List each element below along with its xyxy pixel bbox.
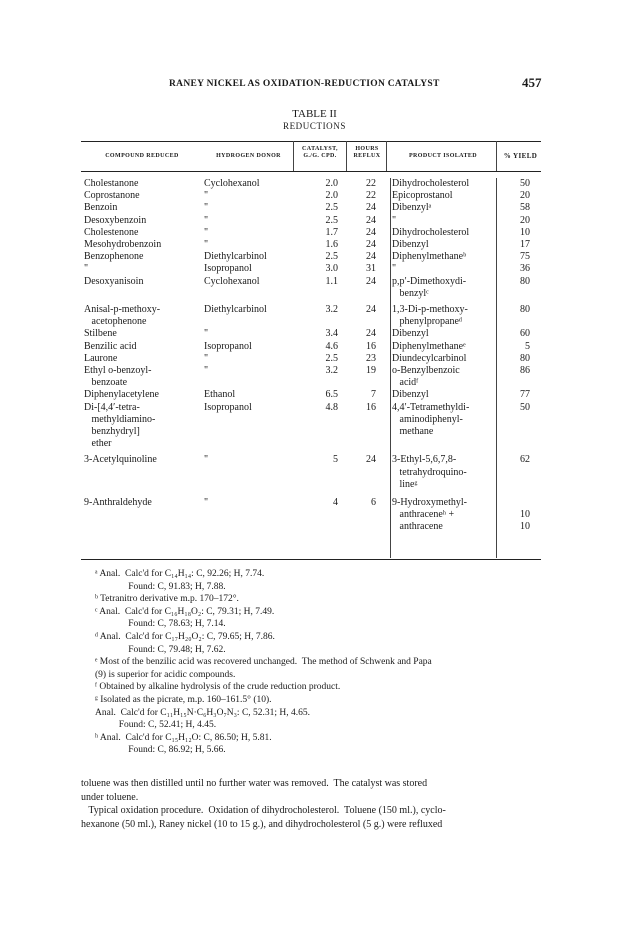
header-donor: HYDROGEN DONOR (216, 153, 281, 159)
table-cell-compound: Desoxybenzoin (84, 214, 147, 226)
column-divider (496, 178, 497, 558)
table-cell-compound: 3-Acetylquinoline (84, 454, 157, 466)
table-cell-compound: Ethyl o-benzoyl- (84, 365, 152, 376)
table-cell-hours: 7 (371, 389, 376, 401)
table-cell-yield: 58 (520, 202, 530, 214)
table-cell-compound: " (84, 263, 89, 275)
table-cell-yield: 10 (520, 509, 530, 521)
table-cell-product: Diphenylmethaneᵉ (392, 340, 466, 352)
table-cell-product: phenylpropaneᵈ (392, 316, 463, 328)
table-cell-catalyst: 2.5 (325, 202, 338, 214)
table-cell-catalyst: 4.8 (325, 401, 338, 413)
table-cell-catalyst: 2.5 (325, 214, 338, 226)
table-cell-product: 1,3-Di-p-methoxy- (392, 304, 468, 315)
table-cell-catalyst: 2.5 (325, 251, 338, 263)
table-cell-catalyst: 5 (333, 454, 338, 466)
footnote-line: (9) is superior for acidic compounds. (95, 669, 236, 680)
table-cell-compound: acetophenone (84, 316, 147, 328)
footnote-line: ᵍ Isolated as the picrate, m.p. 160–161.5° (10). (95, 695, 272, 705)
table-cell-yield: 80 (520, 352, 530, 364)
table-cell-hours: 24 (366, 275, 376, 287)
table-cell-hours: 24 (366, 251, 376, 263)
header-catalyst: CATALYST, G./G. CPD. (302, 146, 338, 159)
footnote-line: ᵃ Anal. Calc'd for C₁₄H₁₄: C, 92.26; H, 7.74. (95, 569, 265, 579)
column-divider (346, 141, 347, 171)
table-bottom-rule (81, 559, 541, 560)
table-cell-donor: Isopropanol (204, 263, 252, 275)
table-cell-yield: 17 (520, 239, 530, 250)
table-cell-product: 3-Ethyl-5,6,7,8- (392, 454, 457, 466)
footnote-line: ᶠ Obtained by alkaline hydrolysis of the crude reduction product. (95, 682, 341, 693)
table-cell-hours: 24 (366, 454, 376, 466)
footnote-line: Found: C, 79.48; H, 7.62. (95, 644, 226, 655)
table-cell-donor: " (204, 239, 209, 250)
table-cell-product: Dibenzyl (392, 389, 429, 401)
table-cell-product: 9-Hydroxymethyl- (392, 497, 467, 508)
table-cell-compound: Mesohydrobenzoin (84, 239, 162, 250)
table-cell-yield: 10 (520, 521, 530, 533)
table-cell-donor: " (204, 328, 209, 340)
table-cell-product: Epicoprostanol (392, 190, 453, 202)
table-cell-donor: Diethylcarbinol (204, 251, 267, 263)
table-cell-catalyst: 6.5 (325, 389, 338, 401)
table-cell-hours: 24 (366, 239, 376, 250)
header-hours: HOURS REFLUX (353, 146, 381, 159)
table-cell-hours: 31 (366, 263, 376, 275)
footnote-line: ᵉ Most of the benzilic acid was recovered unchanged. The method of Schwenk and Papa (95, 657, 432, 668)
footnote-line: Found: C, 78.63; H, 7.14. (95, 619, 226, 630)
column-divider (390, 178, 391, 558)
table-cell-yield: 80 (520, 304, 530, 315)
table-cell-catalyst: 4.6 (325, 340, 338, 352)
body-text-line: toluene was then distilled until no further water was removed. The catalyst was stored (81, 778, 428, 789)
table-title: TABLE II (292, 108, 337, 120)
table-cell-donor: Ethanol (204, 389, 236, 401)
table-cell-product: o-Benzylbenzoic (392, 365, 460, 376)
table-cell-compound: Diphenylacetylene (84, 389, 159, 401)
footnote-line: ᵇ Tetranitro derivative m.p. 170–172°. (95, 594, 239, 605)
table-cell-yield: 10 (520, 226, 530, 238)
header-product: PRODUCT ISOLATED (408, 153, 478, 159)
table-cell-donor: Cyclohexanol (204, 178, 260, 189)
footnote-line: Found: C, 91.83; H, 7.88. (95, 581, 226, 592)
table-cell-donor: " (204, 190, 209, 202)
table-cell-donor: " (204, 365, 209, 376)
table-cell-product: Dihydrocholesterol (392, 178, 470, 189)
table-cell-catalyst: 3.0 (325, 263, 338, 275)
table-cell-hours: 19 (366, 365, 376, 376)
column-divider (496, 141, 497, 171)
table-cell-product: anthraceneʰ + (392, 509, 455, 521)
table-cell-catalyst: 3.4 (325, 328, 338, 340)
table-cell-catalyst: 3.2 (325, 365, 338, 376)
table-cell-donor: " (204, 202, 209, 214)
table-cell-product: 4,4′-Tetramethyldi- (392, 401, 470, 413)
table-cell-compound: Anisal-p-methoxy- (84, 304, 161, 315)
table-cell-product: methane (392, 426, 434, 437)
table-cell-product: " (392, 214, 397, 226)
table-cell-hours: 24 (366, 328, 376, 340)
table-cell-product: Diphenylmethaneᵇ (392, 251, 467, 263)
table-cell-compound: Di-[4,4′-tetra- (84, 401, 140, 413)
table-cell-yield: 36 (520, 263, 530, 275)
table-cell-catalyst: 2.5 (325, 352, 338, 364)
table-cell-yield: 86 (520, 365, 530, 376)
table-cell-catalyst: 2.0 (325, 190, 338, 202)
table-cell-yield: 50 (520, 401, 530, 413)
table-cell-donor: " (204, 352, 209, 364)
table-cell-product: Diundecylcarbinol (392, 352, 467, 364)
table-cell-compound: ether (84, 438, 112, 450)
table-cell-hours: 16 (366, 401, 376, 413)
column-divider (386, 141, 387, 171)
footnote-line: ʰ Anal. Calc'd for C₁₅H₁₂O: C, 86.50; H, 5.81. (95, 732, 272, 743)
header-yield: % YIELD (503, 152, 538, 160)
table-cell-catalyst: 1.6 (325, 239, 338, 250)
footnote-line: ᵈ Anal. Calc'd for C₁₇H₂₀O₂: C, 79.65; H, 7.86. (95, 632, 275, 642)
table-cell-compound: Benzophenone (84, 251, 144, 263)
table-cell-yield: 80 (520, 275, 530, 287)
table-cell-donor: " (204, 454, 209, 466)
table-cell-hours: 24 (366, 214, 376, 226)
table-cell-donor: " (204, 214, 209, 226)
table-top-rule (81, 141, 541, 142)
table-cell-hours: 22 (366, 190, 376, 202)
footnote-line: ᶜ Anal. Calc'd for C₁₆H₁₈O₂: C, 79.31; H, 7.49. (95, 606, 275, 617)
table-cell-product: Dihydrocholesterol (392, 226, 470, 238)
table-cell-donor: Isopropanol (204, 340, 252, 352)
table-cell-compound: Cholestenone (84, 226, 139, 238)
table-cell-product: benzylᶜ (392, 287, 429, 299)
table-cell-product: tetrahydroquino- (392, 466, 467, 478)
table-cell-yield: 75 (520, 251, 530, 263)
table-cell-compound: Benzoin (84, 202, 118, 214)
body-text-line: under toluene. (81, 791, 139, 803)
footnote-line: Found: C, 52.41; H, 4.45. (95, 720, 217, 731)
table-cell-product: Dibenzyl (392, 328, 429, 340)
table-cell-yield: 20 (520, 214, 530, 226)
table-cell-hours: 24 (366, 304, 376, 315)
table-header-rule (81, 171, 541, 172)
table-cell-product: Dibenzylᵃ (392, 202, 432, 214)
table-cell-donor: Isopropanol (204, 401, 252, 413)
page-number: 457 (522, 75, 542, 90)
table-cell-compound: Cholestanone (84, 178, 139, 189)
table-cell-hours: 6 (371, 497, 376, 508)
table-cell-product: acidᶠ (392, 377, 419, 389)
table-cell-donor: " (204, 497, 209, 508)
table-cell-compound: 9-Anthraldehyde (84, 497, 152, 508)
table-cell-product: " (392, 263, 397, 275)
table-cell-yield: 77 (520, 389, 530, 401)
table-cell-yield: 20 (520, 190, 530, 202)
table-cell-product: lineᵍ (392, 478, 418, 490)
table-cell-donor: Cyclohexanol (204, 275, 260, 287)
footnote-line: Found: C, 86.92; H, 5.66. (95, 745, 226, 756)
table-cell-compound: Stilbene (84, 328, 117, 340)
table-cell-catalyst: 1.7 (325, 226, 338, 238)
running-head: RANEY NICKEL AS OXIDATION-REDUCTION CATALYST (169, 79, 440, 89)
table-cell-compound: methyldiamino- (84, 413, 156, 425)
table-cell-donor: " (204, 226, 209, 238)
table-cell-compound: Benzilic acid (84, 340, 137, 352)
table-cell-catalyst: 3.2 (325, 304, 338, 315)
header-compound: COMPOUND REDUCED (105, 153, 179, 159)
table-cell-yield: 60 (520, 328, 530, 340)
table-cell-catalyst: 4 (333, 497, 338, 508)
table-cell-product: anthracene (392, 521, 443, 533)
table-cell-hours: 22 (366, 178, 376, 189)
table-cell-hours: 23 (366, 352, 376, 364)
table-cell-hours: 24 (366, 202, 376, 214)
table-cell-yield: 50 (520, 178, 530, 189)
table-cell-product: aminodiphenyl- (392, 413, 463, 425)
footnote-line: Anal. Calc'd for C₁₁H₁₅N·C₆H₃O₇N₃: C, 52.31; H, 4.65. (95, 707, 311, 718)
table-cell-compound: Desoxyanisoin (84, 275, 144, 287)
table-cell-hours: 24 (366, 226, 376, 238)
table-cell-compound: benzoate (84, 377, 128, 389)
table-cell-compound: benzhydryl] (84, 426, 140, 437)
table-cell-product: Dibenzyl (392, 239, 429, 250)
table-cell-compound: Laurone (84, 352, 118, 364)
table-cell-hours: 16 (366, 340, 376, 352)
table-cell-catalyst: 1.1 (325, 275, 338, 287)
table-cell-donor: Diethylcarbinol (204, 304, 267, 315)
table-cell-yield: 5 (525, 340, 530, 352)
table-cell-catalyst: 2.0 (325, 178, 338, 189)
body-text-line: Typical oxidation procedure. Oxidation of dihydrocholesterol. Toluene (150 ml.), cyclo- (81, 805, 446, 817)
column-divider (293, 141, 294, 171)
table-subtitle: REDUCTIONS (282, 121, 346, 131)
table-cell-product: p,p′-Dimethoxydi- (392, 275, 467, 287)
table-cell-yield: 62 (520, 454, 530, 466)
table-cell-compound: Coprostanone (84, 190, 140, 202)
body-text-line: hexanone (50 ml.), Raney nickel (10 to 15 g.), and dihydrocholesterol (5 g.) were refluxed (81, 818, 443, 830)
